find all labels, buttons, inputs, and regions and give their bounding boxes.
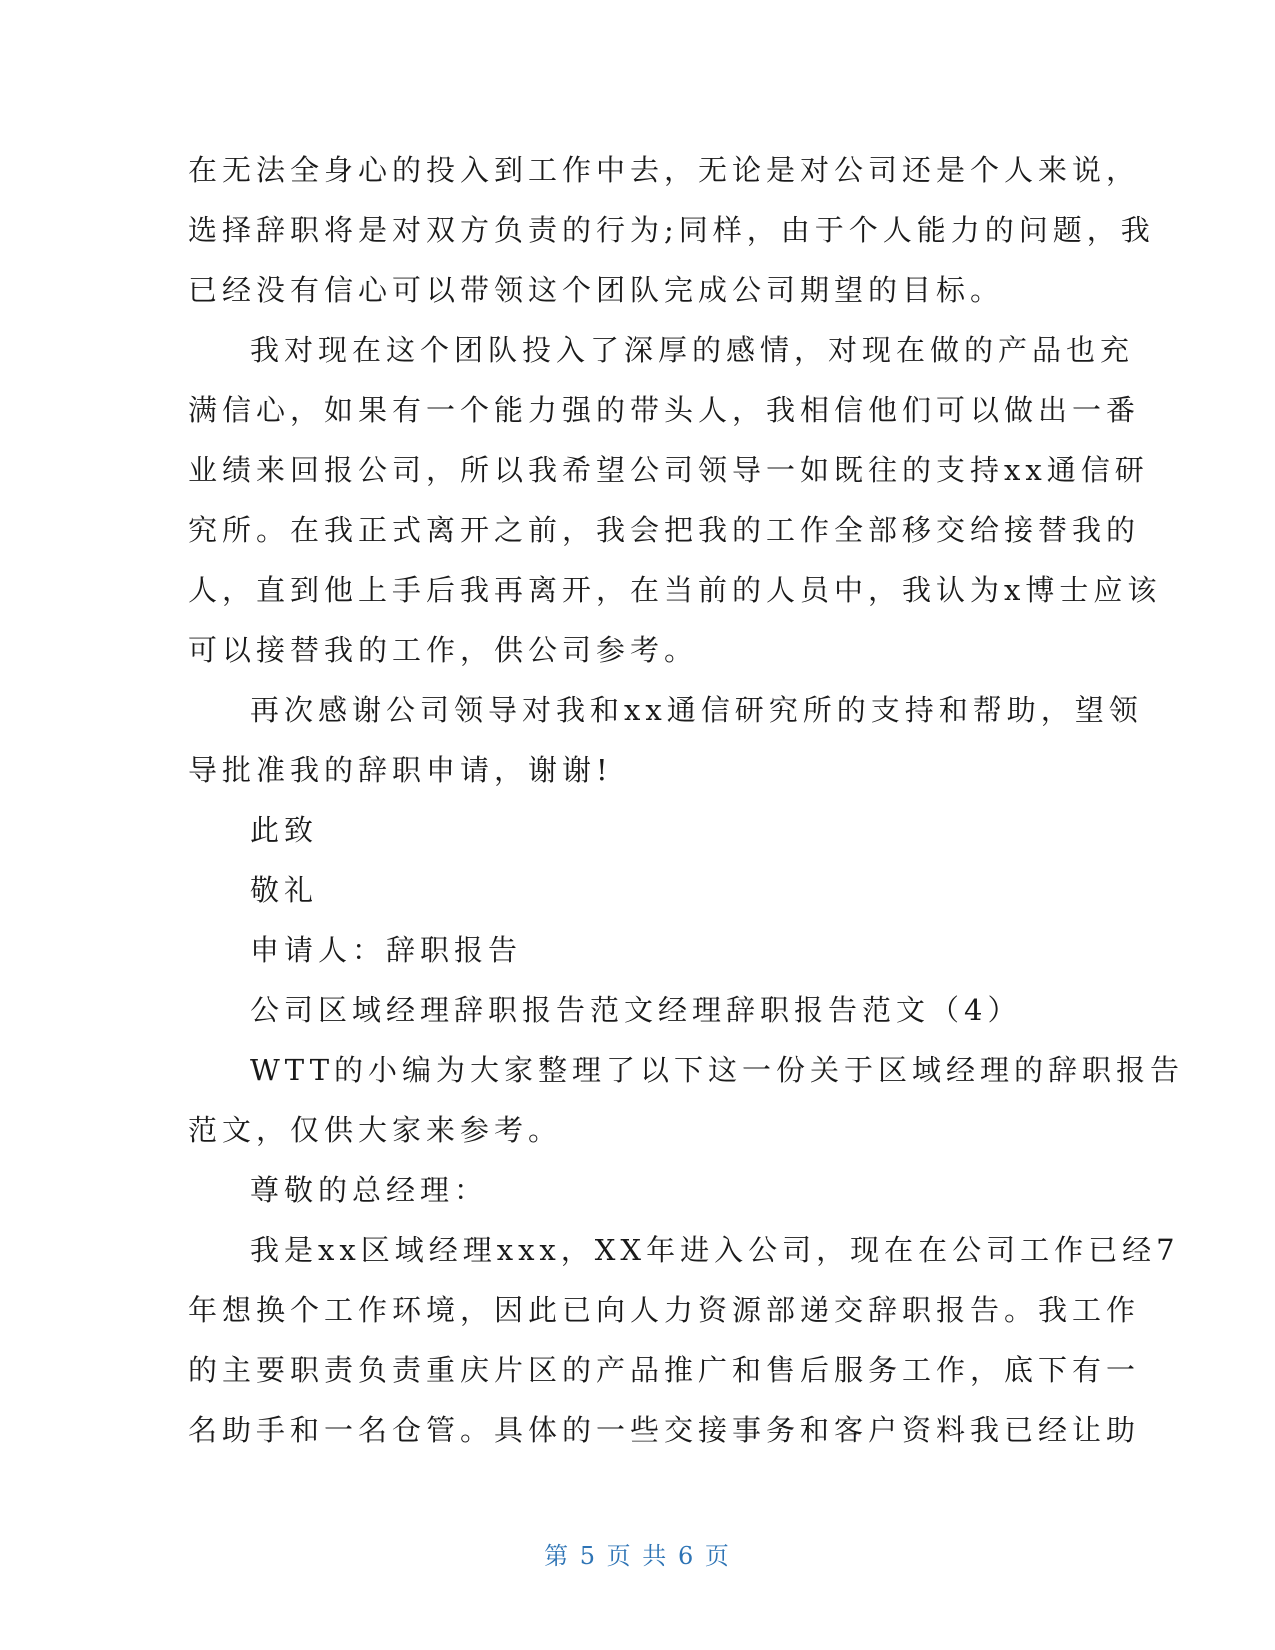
text-line: 选择辞职将是对双方负责的行为;同样，由于个人能力的问题，我	[188, 213, 1155, 247]
applicant-line: 申请人：辞职报告	[250, 933, 523, 967]
text-line: 的主要职责负责重庆片区的产品推广和售后服务工作，底下有一	[188, 1353, 1141, 1387]
text-line: WTT的小编为大家整理了以下这一份关于区域经理的辞职报告	[250, 1053, 1185, 1087]
text-line: 范文，仅供大家来参考。	[188, 1113, 563, 1147]
text-line: 我对现在这个团队投入了深厚的感情，对现在做的产品也充	[250, 333, 1135, 367]
text-line: 可以接替我的工作，供公司参考。	[188, 633, 699, 667]
letter-greeting: 尊敬的总经理：	[250, 1173, 489, 1207]
page-footer	[0, 1536, 1275, 1571]
text-line: 业绩来回报公司，所以我希望公司领导一如既往的支持xx通信研	[188, 453, 1149, 487]
text-line: 已经没有信心可以带领这个团队完成公司期望的目标。	[188, 273, 1005, 307]
text-line: 我是xx区域经理xxx，XX年进入公司，现在在公司工作已经7	[250, 1233, 1180, 1267]
text-line: 年想换个工作环境，因此已向人力资源部递交辞职报告。我工作	[188, 1293, 1141, 1327]
closing-regards: 敬礼	[250, 873, 319, 907]
text-line: 满信心，如果有一个能力强的带头人，我相信他们可以做出一番	[188, 393, 1141, 427]
text-line: 再次感谢公司领导对我和xx通信研究所的支持和帮助，望领	[250, 693, 1143, 727]
section-title: 公司区域经理辞职报告范文经理辞职报告范文（4）	[250, 993, 1022, 1027]
text-line: 在无法全身心的投入到工作中去，无论是对公司还是个人来说，	[188, 153, 1141, 187]
text-line: 人，直到他上手后我再离开，在当前的人员中，我认为x博士应该	[188, 573, 1162, 607]
text-line: 究所。在我正式离开之前，我会把我的工作全部移交给接替我的	[188, 513, 1141, 547]
document-body	[188, 140, 1185, 1460]
closing-salutation: 此致	[250, 813, 319, 847]
text-line: 名助手和一名仓管。具体的一些交接事务和客户资料我已经让助	[188, 1413, 1141, 1447]
page-number-label: 第 5 页 共 6 页	[544, 1542, 731, 1570]
text-line: 导批准我的辞职申请，谢谢!	[188, 753, 613, 787]
